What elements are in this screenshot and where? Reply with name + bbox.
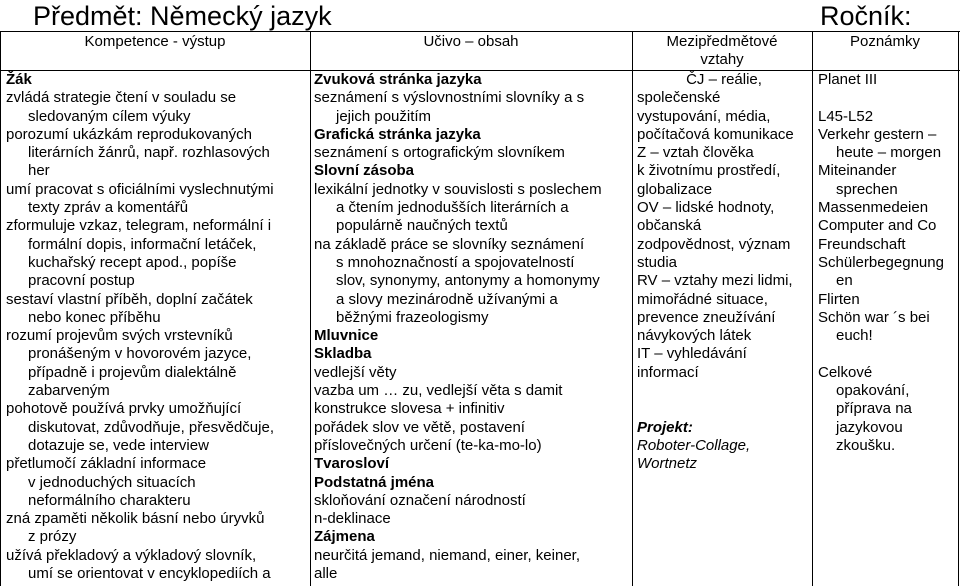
col2-line: neurčitá jemand, niemand, einer, keiner, [314, 546, 580, 564]
col3-line [637, 382, 811, 400]
col4-line: Schön war ´s bei [818, 308, 930, 326]
col1-line: sestaví vlastní příběh, doplní začátek [6, 290, 253, 308]
col-divider-2 [632, 31, 633, 586]
col-divider-3 [812, 31, 813, 586]
col4-line: Freundschaft [818, 235, 906, 253]
subject-title: Předmět: Německý jazyk [33, 1, 332, 31]
col2-line: Grafická stránka jazyka [314, 125, 481, 143]
col1-line: literárních žánrů, např. rozhlasových [28, 144, 270, 162]
col1-line: texty zpráv a komentářů [28, 199, 189, 217]
col4-line: příprava na [836, 400, 912, 418]
col2-line: vazba um … zu, vedlejší věta s damit [314, 382, 563, 400]
col4-line: sprechen [836, 180, 898, 198]
col3-line: Roboter-Collage, [637, 436, 751, 454]
col1-line: případně i projevům dialektálně [28, 363, 237, 381]
col2-line: Tvarosloví [314, 455, 390, 473]
col2-line: jejich použitím [336, 107, 432, 125]
col1-line: her [28, 162, 50, 180]
col3-line: Z – vztah člověka [637, 144, 754, 162]
col2-line: pořádek slov ve větě, postavení [314, 418, 525, 436]
col1-line: v jednoduchých situacích [28, 473, 196, 491]
col4-line: Planet III [818, 71, 878, 88]
col2-line: vedlejší věty [314, 363, 397, 381]
col3-line: společenské [637, 89, 721, 107]
col4-line: opakování, [836, 382, 910, 400]
col4-line [818, 89, 958, 107]
header-ucivo: Učivo – obsah [423, 33, 519, 50]
col2-line: běžnými frazeologismy [336, 308, 489, 326]
col3-line: návykových látek [637, 327, 752, 345]
header-mezi-line2: vztahy [700, 51, 744, 68]
col3-line: počítačová komunikace [637, 125, 794, 143]
col3-line: vystupování, média, [637, 107, 771, 125]
col-mezipredmetove [637, 71, 811, 474]
col1-line: formální dopis, informační letáček, [28, 235, 257, 253]
col4-line: heute – morgen [836, 144, 942, 162]
col3-line: občanská [637, 217, 702, 235]
col2-line: Mluvnice [314, 327, 379, 345]
col1-line: pohotově používá prvky umožňující [6, 400, 242, 418]
col1-line: zabarveným [28, 382, 110, 400]
col2-line: lexikální jednotky v souvislosti s poslechem [314, 180, 602, 198]
col4-line: euch! [836, 327, 873, 345]
col3-line: k životnímu prostředí, [637, 162, 781, 180]
col4-line: en [836, 272, 853, 290]
col3-line: OV – lidské hodnoty, [637, 199, 775, 217]
col2-line: s mnohoznačností a spojovatelností [336, 253, 575, 271]
col3-line: ČJ – reálie, [686, 71, 762, 88]
col4-line: Miteinander [818, 162, 897, 180]
col1-line: dotazuje se, vede interview [28, 436, 209, 454]
col2-line: Zájmena [314, 528, 375, 546]
col4-line: Flirten [818, 290, 860, 308]
col4-line: jazykovou [836, 418, 903, 436]
col2-line: seznámení s ortografickým slovníkem [314, 144, 565, 162]
col2-line: Zvuková stránka jazyka [314, 71, 482, 88]
col3-line: prevence zneužívání [637, 308, 776, 326]
col2-line: n-deklinace [314, 510, 391, 528]
col3-line: informací [637, 363, 699, 381]
col2-line: skloňování označení národností [314, 491, 526, 509]
col4-line: Celkové [818, 363, 873, 381]
col4-line: Verkehr gestern – [818, 125, 937, 143]
col2-line: populárně naučných textů [336, 217, 508, 235]
col3-line: mimořádné situace, [637, 290, 768, 308]
col3-line: zodpovědnost, význam [637, 235, 791, 253]
table-left-line [0, 31, 1, 586]
col2-line: a čtením jednodušších literárních a [336, 199, 569, 217]
col2-line: Slovní zásoba [314, 162, 415, 180]
header-kompetence: Kompetence - výstup [84, 33, 226, 50]
col1-line: kuchařský recept apod., popíše [28, 253, 237, 271]
col4-line: Computer and Co [818, 217, 937, 235]
col4-line: Schülerbegegnung [818, 253, 944, 271]
col1-line: porozumí ukázkám reprodukovaných [6, 125, 252, 143]
col1-line: pronášeným v hovorovém jazyce, [28, 345, 252, 363]
col1-line: nebo konec příběhu [28, 308, 161, 326]
col1-line: užívá překladový a výkladový slovník, [6, 546, 257, 564]
col1-line: umí pracovat s oficiálními vyslechnutými [6, 180, 274, 198]
header-mezi-line1: Mezipředmětové [666, 33, 778, 50]
col2-line: příslovečných určení (te-ka-mo-lo) [314, 436, 542, 454]
col4-line [818, 345, 958, 363]
col3-line [637, 400, 811, 418]
header-poznamky: Poznámky [849, 33, 921, 50]
col1-line: zvládá strategie čtení v souladu se [6, 89, 237, 107]
col2-line: konstrukce slovesa + infinitiv [314, 400, 505, 418]
col3-line: IT – vyhledávání [637, 345, 747, 363]
col1-line: přetlumočí základní informace [6, 455, 207, 473]
col-poznamky [818, 71, 958, 455]
col2-line: Podstatná jména [314, 473, 435, 491]
col1-line: pracovní postup [28, 272, 135, 290]
col2-line: a slovy mezinárodně užívanými a [336, 290, 558, 308]
rocnik-label: Ročník: [820, 1, 912, 31]
col-divider-1 [310, 31, 311, 586]
col2-line: slov, synonymy, antonymy a homonymy [336, 272, 600, 290]
col3-line: Projekt: [637, 418, 693, 436]
col2-line: na základě práce se slovníky seznámení [314, 235, 585, 253]
col3-line: globalizace [637, 180, 713, 198]
col1-line: sledovaným cílem výuky [28, 107, 191, 125]
col4-line: zkoušku. [836, 436, 896, 454]
col-ucivo [314, 71, 630, 583]
table-top-line [0, 31, 960, 32]
col-kompetence [6, 71, 306, 583]
col2-line: Skladba [314, 345, 372, 363]
col1-line: zná zpaměti několik básní nebo úryvků [6, 510, 265, 528]
col1-line: zformuluje vzkaz, telegram, neformální i [6, 217, 272, 235]
table-right-line [958, 31, 959, 586]
col1-line: rozumí projevům svých vrstevníků [6, 327, 233, 345]
col3-line: studia [637, 253, 678, 271]
col2-line: seznámení s výslovnostními slovníky a s [314, 89, 585, 107]
col4-line: L45-L52 [818, 107, 874, 125]
header-mezipredmetove [632, 33, 812, 69]
col2-line: alle [314, 565, 338, 583]
col4-line: Massenmedeien [818, 199, 929, 217]
col1-line: umí se orientovat v encyklopediích a [28, 565, 271, 583]
col1-line: diskutovat, zdůvodňuje, přesvědčuje, [28, 418, 274, 436]
col1-line: z prózy [28, 528, 77, 546]
col1-line: neformálního charakteru [28, 491, 191, 509]
col1-line: Žák [6, 71, 32, 88]
col3-line: Wortnetz [637, 455, 698, 473]
col3-line: RV – vztahy mezi lidmi, [637, 272, 793, 290]
